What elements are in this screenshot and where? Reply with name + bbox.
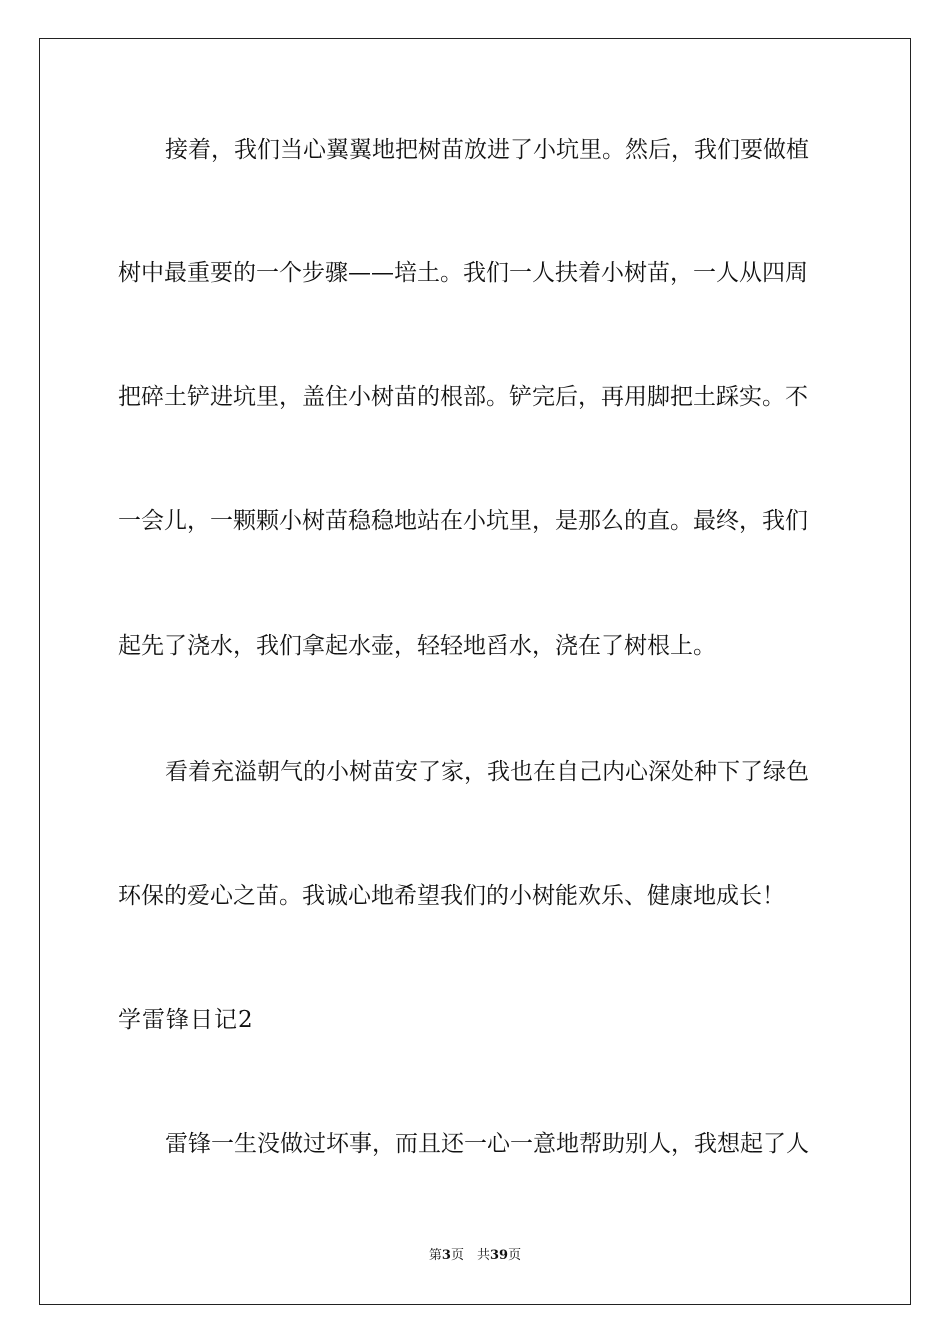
footer-prefix: 第 — [428, 1248, 442, 1263]
footer-mid: 页 共 — [450, 1248, 490, 1263]
footer-suffix: 页 — [508, 1248, 522, 1263]
section-heading: 学雷锋日记2 — [118, 1007, 254, 1033]
paragraph-1-line-4: 一会儿，一颗颗小树苗稳稳地站在小坑里，是那么的直。最终，我们 — [118, 508, 808, 534]
page-footer — [0, 1247, 950, 1265]
paragraph-1-line-5: 起先了浇水，我们拿起水壶，轻轻地舀水，浇在了树根上。 — [118, 633, 716, 659]
footer-page-number: 3 — [441, 1248, 451, 1263]
paragraph-2-line-2: 环保的爱心之苗。我诚心地希望我们的小树能欢乐、健康地成长！ — [118, 883, 785, 909]
paragraph-3-line-1: 雷锋一生没做过坏事，而且还一心一意地帮助别人，我想起了人 — [165, 1131, 809, 1157]
paragraph-1-line-2: 树中最重要的一个步骤——培土。我们一人扶着小树苗，一人从四周 — [118, 260, 808, 286]
paragraph-2-line-1: 看着充溢朝气的小树苗安了家，我也在自己内心深处种下了绿色 — [165, 759, 809, 785]
paragraph-1-line-1: 接着，我们当心翼翼地把树苗放进了小坑里。然后，我们要做植 — [165, 137, 809, 163]
paragraph-1-line-3: 把碎土铲进坑里，盖住小树苗的根部。铲完后，再用脚把土踩实。不 — [118, 384, 808, 410]
page-border — [39, 38, 911, 1305]
footer-total-pages: 39 — [489, 1248, 509, 1263]
